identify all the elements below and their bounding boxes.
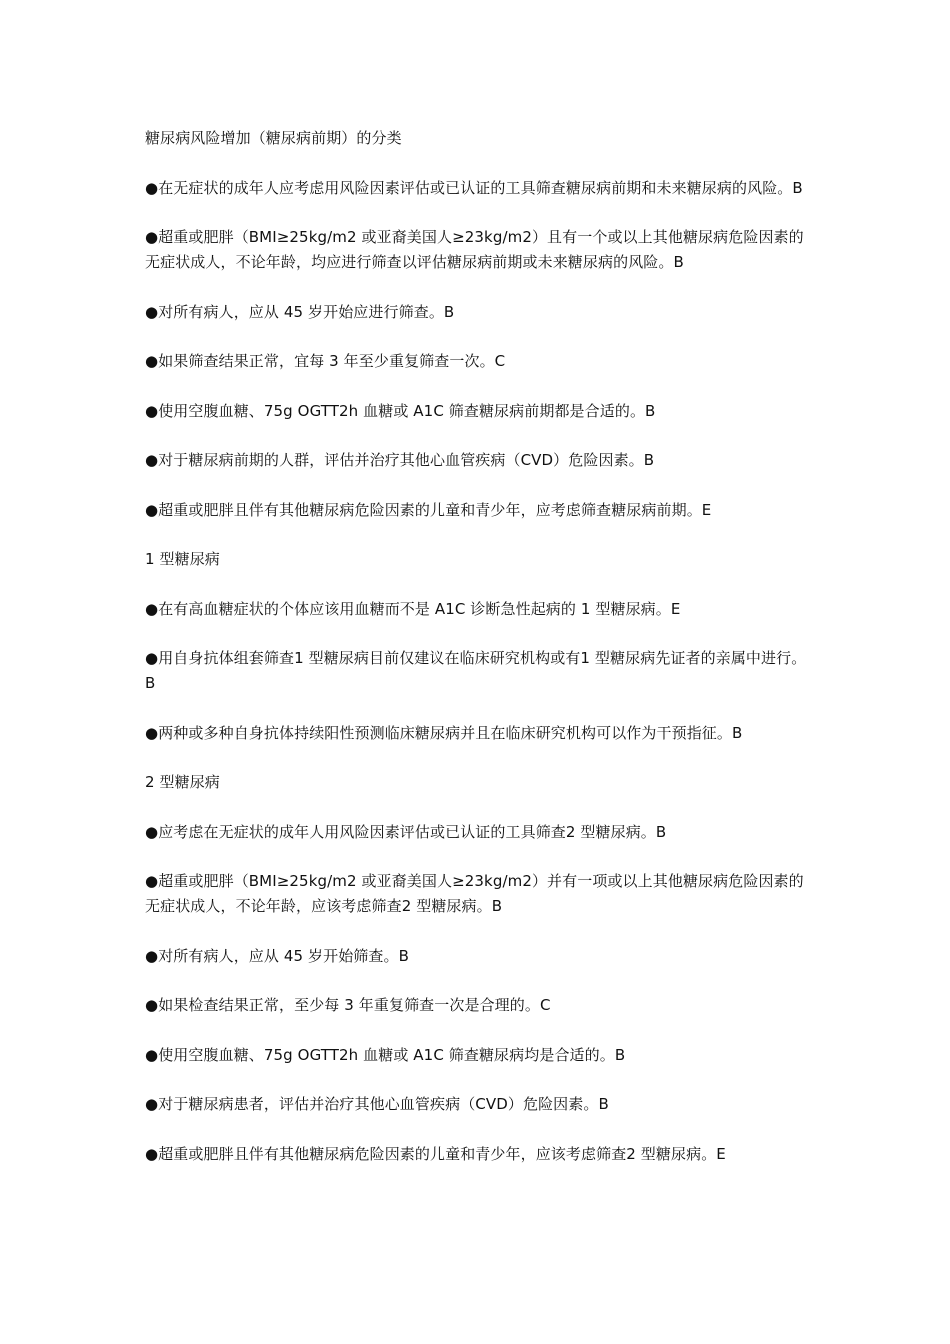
recommendation-item: ●对所有病人，应从 45 岁开始筛查。B — [145, 946, 410, 965]
recommendation-item: ●使用空腹血糖、75g OGTT2h 血糖或 A1C 筛查糖尿病前期都是合适的。B — [145, 401, 656, 420]
recommendation-item: ●超重或肥胖且伴有其他糖尿病危险因素的儿童和青少年，应考虑筛查糖尿病前期。E — [145, 500, 712, 519]
recommendation-item: ●用自身抗体组套筛查1 型糖尿病目前仅建议在临床研究机构或有1 型糖尿病先证者的亲属中进行。B — [145, 649, 807, 692]
document-body — [145, 126, 810, 1191]
recommendation-item: ●如果检查结果正常，至少每 3 年重复筛查一次是合理的。C — [145, 996, 551, 1014]
recommendation-item: ●在有高血糖症状的个体应该用血糖而不是 A1C 诊断急性起病的 1 型糖尿病。E — [145, 599, 681, 618]
section-heading-type1: 1 型糖尿病 — [145, 550, 220, 568]
recommendation-item: ●超重或肥胖（BMI≥25kg/m2 或亚裔美国人≥23kg/m2）且有一个或以上其他糖尿病危险因素的无症状成人，不论年龄，均应进行筛查以评估糖尿病前期或未来糖尿病的风险。B — [145, 228, 804, 271]
recommendation-item: ●超重或肥胖（BMI≥25kg/m2 或亚裔美国人≥23kg/m2）并有一项或以上其他糖尿病危险因素的无症状成人，不论年龄，应该考虑筛查2 型糖尿病。B — [145, 872, 804, 915]
recommendation-item: ●超重或肥胖且伴有其他糖尿病危险因素的儿童和青少年，应该考虑筛查2 型糖尿病。E — [145, 1144, 726, 1163]
section-heading-prediabetes: 糖尿病风险增加（糖尿病前期）的分类 — [145, 129, 402, 147]
recommendation-item: ●使用空腹血糖、75g OGTT2h 血糖或 A1C 筛查糖尿病均是合适的。B — [145, 1045, 626, 1064]
recommendation-item: ●对于糖尿病患者，评估并治疗其他心血管疾病（CVD）危险因素。B — [145, 1095, 609, 1113]
recommendation-item: ●对所有病人，应从 45 岁开始应进行筛查。B — [145, 302, 455, 321]
recommendation-item: ●两种或多种自身抗体持续阳性预测临床糖尿病并且在临床研究机构可以作为干预指征。B — [145, 723, 743, 742]
recommendation-item: ●对于糖尿病前期的人群，评估并治疗其他心血管疾病（CVD）危险因素。B — [145, 451, 655, 469]
recommendation-item: ●如果筛查结果正常，宜每 3 年至少重复筛查一次。C — [145, 352, 506, 370]
recommendation-item: ●应考虑在无症状的成年人用风险因素评估或已认证的工具筛查2 型糖尿病。B — [145, 822, 667, 841]
section-heading-type2: 2 型糖尿病 — [145, 773, 220, 791]
recommendation-item: ●在无症状的成年人应考虑用风险因素评估或已认证的工具筛查糖尿病前期和未来糖尿病的风险。B — [145, 178, 803, 197]
